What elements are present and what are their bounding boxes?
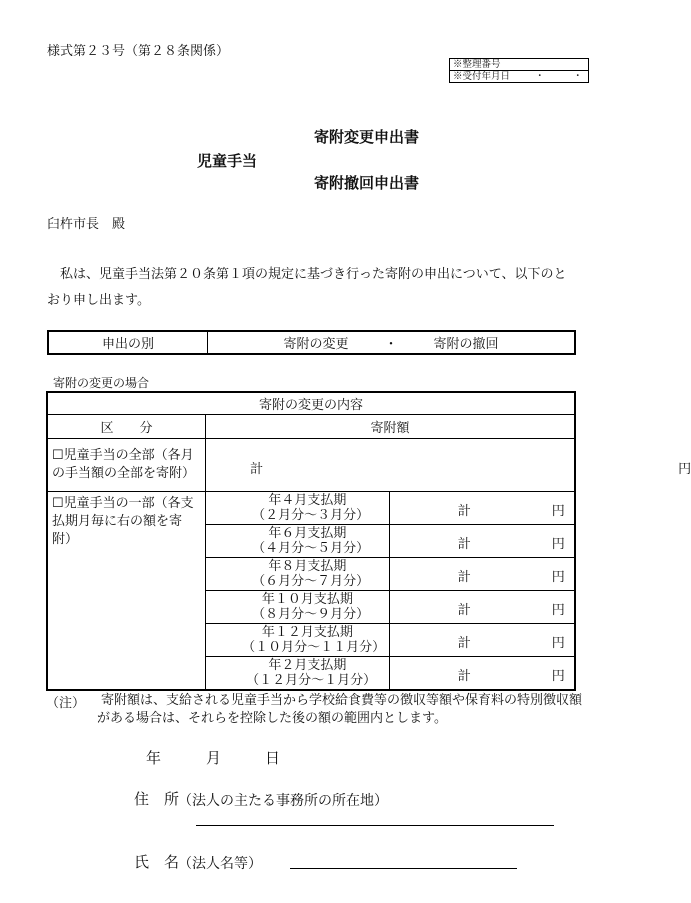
table-row	[47, 492, 575, 525]
option-change[interactable]: 寄附の変更	[283, 337, 349, 352]
office-use-box	[449, 58, 589, 83]
table-header: 寄附の変更の内容	[47, 392, 575, 415]
period-amount-cell[interactable]: 計 円	[389, 492, 575, 525]
partial-option-checkbox-label[interactable]: ☐児童手当の一部（各支払期月毎に右の額を寄附）	[47, 492, 206, 691]
option-separator: ・	[384, 337, 398, 352]
period-amount-cell[interactable]: 計 円	[389, 558, 575, 591]
addressee: 臼杵市長 殿	[47, 217, 126, 232]
period-cell: 年２月支払期 （１２月分～１月分）	[206, 657, 390, 691]
period-amount-cell[interactable]: 計 円	[389, 624, 575, 657]
form-number: 様式第２３号（第２８条関係）	[47, 44, 230, 59]
address-label: 住 所	[134, 790, 180, 808]
request-type-label: 申出の別	[49, 332, 208, 353]
period-amount-cell[interactable]: 計 円	[389, 525, 575, 558]
request-type-row	[47, 330, 576, 355]
all-amount-cell[interactable]: 計 円	[206, 439, 575, 492]
title-option-change: 寄附変更申出書	[314, 128, 420, 146]
date-day: 日	[265, 749, 281, 767]
period-cell: 年１０月支払期 （８月分～９月分）	[206, 591, 390, 624]
col-amount-header: 寄附額	[206, 415, 575, 439]
period-cell: 年８月支払期 （６月分～７月分）	[206, 558, 390, 591]
name-note: （法人名等）	[178, 856, 262, 872]
period-amount-cell[interactable]: 計 円	[389, 591, 575, 624]
period-cell: 年６月支払期 （４月分～５月分）	[206, 525, 390, 558]
period-amount-cell[interactable]: 計 円	[389, 657, 575, 691]
option-withdraw[interactable]: 寄附の撤回	[433, 337, 499, 352]
address-note: （法人の主たる事務所の所在地）	[178, 793, 388, 809]
section-title: 寄附の変更の場合	[53, 376, 150, 390]
col-category-header: 区 分	[47, 415, 206, 439]
note-text: 寄附額は、支給される児童手当から学校給食費等の徴収等額や保育料の特別徴収額がある場合は、それらを控除した後の額の範囲内とします。	[97, 693, 583, 726]
name-label: 氏 名	[134, 853, 180, 871]
request-type-options	[208, 332, 574, 353]
title-option-withdraw: 寄附撤回申出書	[314, 174, 420, 192]
ref-no-label: ※整理番号	[450, 59, 589, 71]
note-label: （注）	[46, 696, 86, 711]
title-main: 児童手当	[197, 152, 258, 170]
period-cell: 年１２月支払期 （１０月分～１１月分）	[206, 624, 390, 657]
all-option-checkbox-label[interactable]: ☐児童手当の全部（各月の手当額の全部を寄附）	[47, 439, 206, 492]
body-text: 私は、児童手当法第２０条第１項の規定に基づき行った寄附の申出について、以下のとおり申し出ます。	[47, 267, 567, 308]
donation-change-table	[46, 391, 691, 691]
name-line[interactable]	[290, 868, 517, 869]
date-year: 年	[146, 749, 162, 767]
date-month: 月	[206, 749, 222, 767]
address-line[interactable]	[196, 825, 554, 826]
period-cell: 年４月支払期 （２月分～３月分）	[206, 492, 390, 525]
received-date-label: ※受付年月日 ・ ・	[450, 71, 589, 83]
